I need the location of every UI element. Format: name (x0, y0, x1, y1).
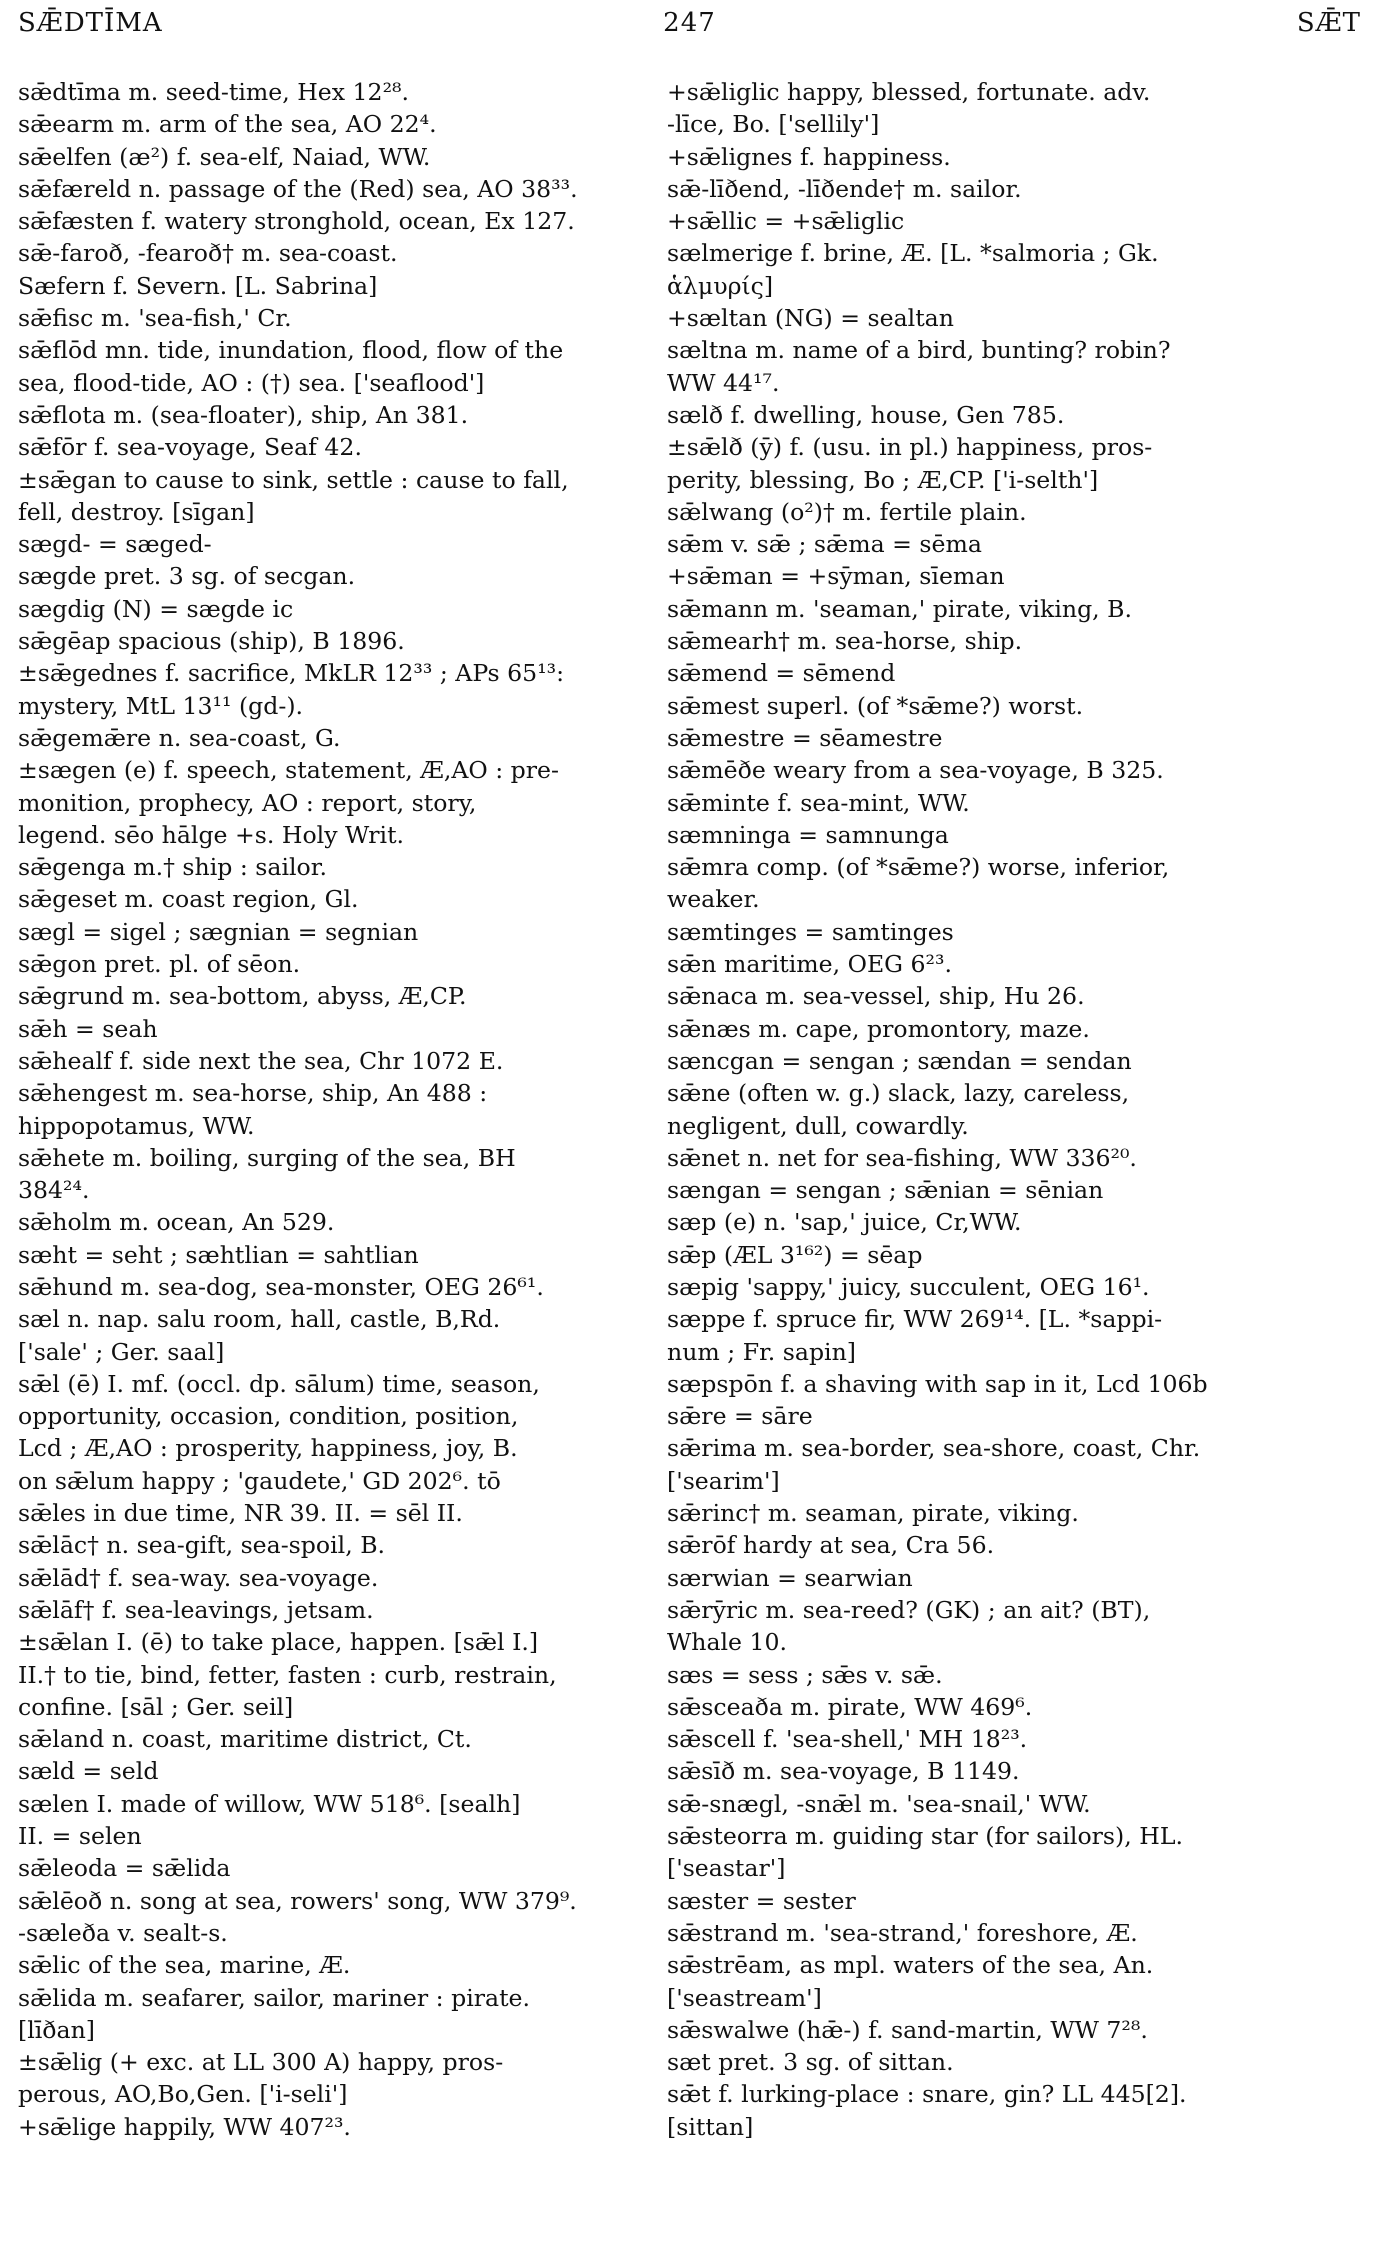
dictionary-line: ±sǣgan to cause to sink, settle : cause to fall, (18, 465, 569, 494)
dictionary-line: sǣfisc m. 'sea-fish,' Cr. (18, 304, 292, 333)
dictionary-line: sǣhealf f. side next the sea, Chr 1072 E. (18, 1046, 504, 1075)
dictionary-line: sǣdtīma m. seed-time, Hex 12²⁸. (18, 78, 409, 106)
dictionary-line: perity, blessing, Bo ; Æ,CP. ['i-selth'] (667, 465, 1099, 494)
dictionary-line: +sǣlignes f. happiness. (667, 142, 951, 171)
dictionary-line: num ; Fr. sapin] (667, 1337, 856, 1366)
header-first-entry: SǢDTĪMA (18, 8, 163, 38)
dictionary-line: sæpig 'sappy,' juicy, succulent, OEG 16¹. (667, 1272, 1150, 1301)
dictionary-line: sǣt f. lurking-place : snare, gin? LL 445[2]. (667, 2080, 1187, 2109)
dictionary-line: sægdig (N) = sægde ic (18, 594, 294, 623)
dictionary-line: sæht = seht ; sæhtlian = sahtlian (18, 1240, 419, 1269)
dictionary-line: sǣsīð m. sea-voyage, B 1149. (667, 1757, 1020, 1786)
dictionary-line: +sǣman = +sȳman, sīeman (667, 562, 1005, 591)
dictionary-line: monition, prophecy, AO : report, story, (18, 788, 477, 817)
dictionary-line: mystery, MtL 13¹¹ (gd-). (18, 691, 304, 720)
dictionary-line: ['seastar'] (667, 1854, 786, 1883)
dictionary-line: sǣmēðe weary from a sea-voyage, B 325. (667, 756, 1164, 785)
dictionary-line: sæp (e) n. 'sap,' juice, Cr,WW. (667, 1208, 1022, 1237)
dictionary-line: sǣstrēam, as mpl. waters of the sea, An. (667, 1951, 1154, 1980)
dictionary-line: sǣmra comp. (of *sǣme?) worse, inferior, (667, 853, 1170, 882)
dictionary-line: sæmtinges = samtinges (667, 917, 954, 946)
header-last-entry: SǢT (1296, 8, 1361, 38)
dictionary-line: negligent, dull, cowardly. (667, 1111, 969, 1140)
dictionary-line: sǣlād† f. sea-way. sea-voyage. (18, 1563, 379, 1592)
dictionary-line: sǣre = sāre (667, 1402, 813, 1431)
dictionary-line: [līðan] (18, 2015, 95, 2044)
dictionary-line: sælmerige f. brine, Æ. [L. *salmoria ; Gk. (667, 239, 1159, 268)
dictionary-line: sǣflota m. (sea-floater), ship, An 381. (18, 400, 469, 429)
dictionary-line: sæl n. nap. salu room, hall, castle, B,Rd. (18, 1305, 501, 1334)
dictionary-line: sǣearm m. arm of the sea, AO 22⁴. (18, 110, 437, 139)
dictionary-line: sǣgeset m. coast region, Gl. (18, 885, 359, 914)
dictionary-line: -sæleða v. sealt-s. (18, 1918, 228, 1947)
dictionary-line: Lcd ; Æ,AO : prosperity, happiness, joy, B. (18, 1434, 518, 1463)
page-number: 247 (663, 8, 716, 38)
dictionary-line: sǣn maritime, OEG 6²³. (667, 950, 952, 979)
dictionary-line: ±sǣlan I. (ē) to take place, happen. [sǣl I.] (18, 1628, 539, 1657)
dictionary-line: sǣmend = sēmend (667, 659, 896, 688)
dictionary-line: sǣflōd mn. tide, inundation, flood, flow of the (18, 336, 564, 365)
dictionary-line: sea, flood-tide, AO : (†) sea. ['seaflood'] (18, 368, 485, 397)
dictionary-line: sæster = sester (667, 1886, 856, 1915)
dictionary-line: sǣp (ÆL 3¹⁶²) = sēap (667, 1240, 923, 1269)
dictionary-line: sæt pret. 3 sg. of sittan. (667, 2048, 954, 2077)
dictionary-line: perous, AO,Bo,Gen. ['i-seli'] (18, 2080, 348, 2109)
dictionary-line: sǣhund m. sea-dog, sea-monster, OEG 26⁶¹. (18, 1272, 544, 1301)
dictionary-line: sægde pret. 3 sg. of secgan. (18, 562, 356, 591)
dictionary-line: legend. sēo hālge +s. Holy Writ. (18, 820, 405, 849)
dictionary-line: opportunity, occasion, condition, position, (18, 1402, 519, 1431)
dictionary-line: sæs = sess ; sǣs v. sǣ. (667, 1660, 943, 1689)
dictionary-line: sæld = seld (18, 1757, 159, 1786)
dictionary-line: sælð f. dwelling, house, Gen 785. (667, 400, 1065, 429)
dictionary-line: sǣsceaða m. pirate, WW 469⁶. (667, 1692, 1033, 1721)
dictionary-line: sǣfōr f. sea-voyage, Seaf 42. (18, 433, 362, 462)
dictionary-line: ±sǣlig (+ exc. at LL 300 A) happy, pros- (18, 2048, 504, 2077)
dictionary-line: sǣlida m. seafarer, sailor, mariner : pirate. (18, 1983, 531, 2012)
dictionary-line: sǣnet n. net for sea-fishing, WW 336²⁰. (667, 1143, 1137, 1172)
dictionary-line: 384²⁴. (18, 1176, 90, 1205)
dictionary-line: sǣswalwe (hǣ-) f. sand-martin, WW 7²⁸. (667, 2015, 1148, 2044)
left-column (18, 76, 658, 2143)
right-column (667, 76, 1307, 2143)
dictionary-line: +sǣlige happily, WW 407²³. (18, 2112, 351, 2141)
dictionary-line: sǣmann m. 'seaman,' pirate, viking, B. (667, 594, 1133, 623)
dictionary-line: ['sale' ; Ger. saal] (18, 1337, 225, 1366)
dictionary-line: sǣscell f. 'sea-shell,' MH 18²³. (667, 1725, 1028, 1754)
dictionary-line: sǣrȳric m. sea-reed? (GK) ; an ait? (BT), (667, 1595, 1151, 1624)
dictionary-line: sǣholm m. ocean, An 529. (18, 1208, 335, 1237)
dictionary-line: sǣfæreld n. passage of the (Red) sea, AO 38³³. (18, 174, 578, 203)
dictionary-line: ἁλμυρίς] (667, 271, 774, 300)
dictionary-line: confine. [sāl ; Ger. seil] (18, 1692, 294, 1721)
dictionary-line: sǣne (often w. g.) slack, lazy, careless, (667, 1079, 1130, 1108)
dictionary-line: sælen I. made of willow, WW 518⁶. [sealh] (18, 1789, 521, 1818)
dictionary-line: sǣrinc† m. seaman, pirate, viking. (667, 1499, 1079, 1528)
dictionary-line: on sǣlum happy ; 'gaudete,' GD 202⁶. tō (18, 1466, 501, 1495)
dictionary-line: sǣles in due time, NR 39. II. = sēl II. (18, 1499, 463, 1528)
dictionary-line: Sæfern f. Severn. [L. Sabrina] (18, 271, 378, 300)
dictionary-line: +sǣliglic happy, blessed, fortunate. adv. (667, 78, 1151, 106)
dictionary-line: sægl = sigel ; sægnian = segnian (18, 917, 419, 946)
dictionary-line: ['searim'] (667, 1466, 780, 1495)
dictionary-line: sægd- = sæged- (18, 530, 212, 559)
dictionary-line: sǣl (ē) I. mf. (occl. dp. sālum) time, season, (18, 1369, 540, 1398)
dictionary-line: sæppe f. spruce fir, WW 269¹⁴. [L. *sappi- (667, 1305, 1163, 1334)
dictionary-line: sǣgenga m.† ship : sailor. (18, 853, 327, 882)
dictionary-line: WW 44¹⁷. (667, 368, 780, 397)
dictionary-line: ±sǣgednes f. sacrifice, MkLR 12³³ ; APs 65¹³: (18, 659, 565, 688)
dictionary-line: sǣgrund m. sea-bottom, abyss, Æ,CP. (18, 982, 467, 1011)
dictionary-line: sǣrima m. sea-border, sea-shore, coast, Chr. (667, 1434, 1201, 1463)
dictionary-line: sǣlwang (o²)† m. fertile plain. (667, 497, 1027, 526)
dictionary-line: sǣelfen (æ²) f. sea-elf, Naiad, WW. (18, 142, 431, 171)
dictionary-line: sǣnæs m. cape, promontory, maze. (667, 1014, 1090, 1043)
dictionary-line: særwian = searwian (667, 1563, 913, 1592)
dictionary-line: sǣminte f. sea-mint, WW. (667, 788, 970, 817)
dictionary-line: sǣleoda = sǣlida (18, 1854, 231, 1883)
dictionary-line: sǣ-līðend, -līðende† m. sailor. (667, 174, 1022, 203)
dictionary-line: sǣhete m. boiling, surging of the sea, BH (18, 1143, 516, 1172)
dictionary-line: sǣgēap spacious (ship), B 1896. (18, 627, 405, 656)
dictionary-line: sǣmestre = sēamestre (667, 723, 943, 752)
dictionary-line: sǣ-faroð, -fearoð† m. sea-coast. (18, 239, 398, 268)
dictionary-line: sǣhengest m. sea-horse, ship, An 488 : (18, 1079, 488, 1108)
dictionary-line: sæncgan = sengan ; sændan = sendan (667, 1046, 1132, 1075)
dictionary-line: sǣrōf hardy at sea, Cra 56. (667, 1531, 995, 1560)
dictionary-line: ±sægen (e) f. speech, statement, Æ,AO : pre- (18, 756, 559, 785)
dictionary-line: sǣfæsten f. watery stronghold, ocean, Ex 127. (18, 207, 575, 236)
dictionary-line: sǣm v. sǣ ; sǣma = sēma (667, 530, 982, 559)
dictionary-line: sǣsteorra m. guiding star (for sailors), HL. (667, 1822, 1183, 1851)
dictionary-line: sǣstrand m. 'sea-strand,' foreshore, Æ. (667, 1918, 1138, 1947)
dictionary-line: weaker. (667, 885, 760, 914)
dictionary-line: -līce, Bo. ['sellily'] (667, 110, 880, 139)
dictionary-line: sǣgemǣre n. sea-coast, G. (18, 723, 341, 752)
running-header (18, 8, 1361, 48)
dictionary-line: sǣlāc† n. sea-gift, sea-spoil, B. (18, 1531, 386, 1560)
dictionary-line: ±sǣlð (ȳ) f. (usu. in pl.) happiness, pros- (667, 433, 1153, 462)
dictionary-line: sæltna m. name of a bird, bunting? robin? (667, 336, 1171, 365)
dictionary-line: sæmninga = samnunga (667, 820, 949, 849)
dictionary-line: sǣnaca m. sea-vessel, ship, Hu 26. (667, 982, 1085, 1011)
dictionary-line: Whale 10. (667, 1628, 788, 1657)
dictionary-line: sǣmearh† m. sea-horse, ship. (667, 627, 1023, 656)
dictionary-line: hippopotamus, WW. (18, 1111, 255, 1140)
dictionary-line: II. = selen (18, 1822, 142, 1851)
dictionary-line: ['seastream'] (667, 1983, 822, 2012)
dictionary-line: sǣmest superl. (of *sǣme?) worst. (667, 691, 1084, 720)
dictionary-line: +sǣllic = +sǣliglic (667, 207, 905, 236)
dictionary-line: sǣlēoð n. song at sea, rowers' song, WW 379⁹. (18, 1886, 577, 1915)
dictionary-line: sæpspōn f. a shaving with sap in it, Lcd 106b (667, 1369, 1208, 1398)
dictionary-line: sǣ-snægl, -snǣl m. 'sea-snail,' WW. (667, 1789, 1091, 1818)
dictionary-line: [sittan] (667, 2112, 754, 2141)
dictionary-line: sǣland n. coast, maritime district, Ct. (18, 1725, 472, 1754)
dictionary-line: sǣh = seah (18, 1014, 158, 1043)
dictionary-line: fell, destroy. [sīgan] (18, 497, 255, 526)
dictionary-line: +sæltan (NG) = sealtan (667, 304, 954, 333)
dictionary-line: II.† to tie, bind, fetter, fasten : curb, restrain, (18, 1660, 557, 1689)
dictionary-line: sǣgon pret. pl. of sēon. (18, 950, 301, 979)
dictionary-line: sængan = sengan ; sǣnian = sēnian (667, 1176, 1104, 1205)
dictionary-line: sǣlāf† f. sea-leavings, jetsam. (18, 1595, 374, 1624)
dictionary-line: sǣlic of the sea, marine, Æ. (18, 1951, 351, 1980)
